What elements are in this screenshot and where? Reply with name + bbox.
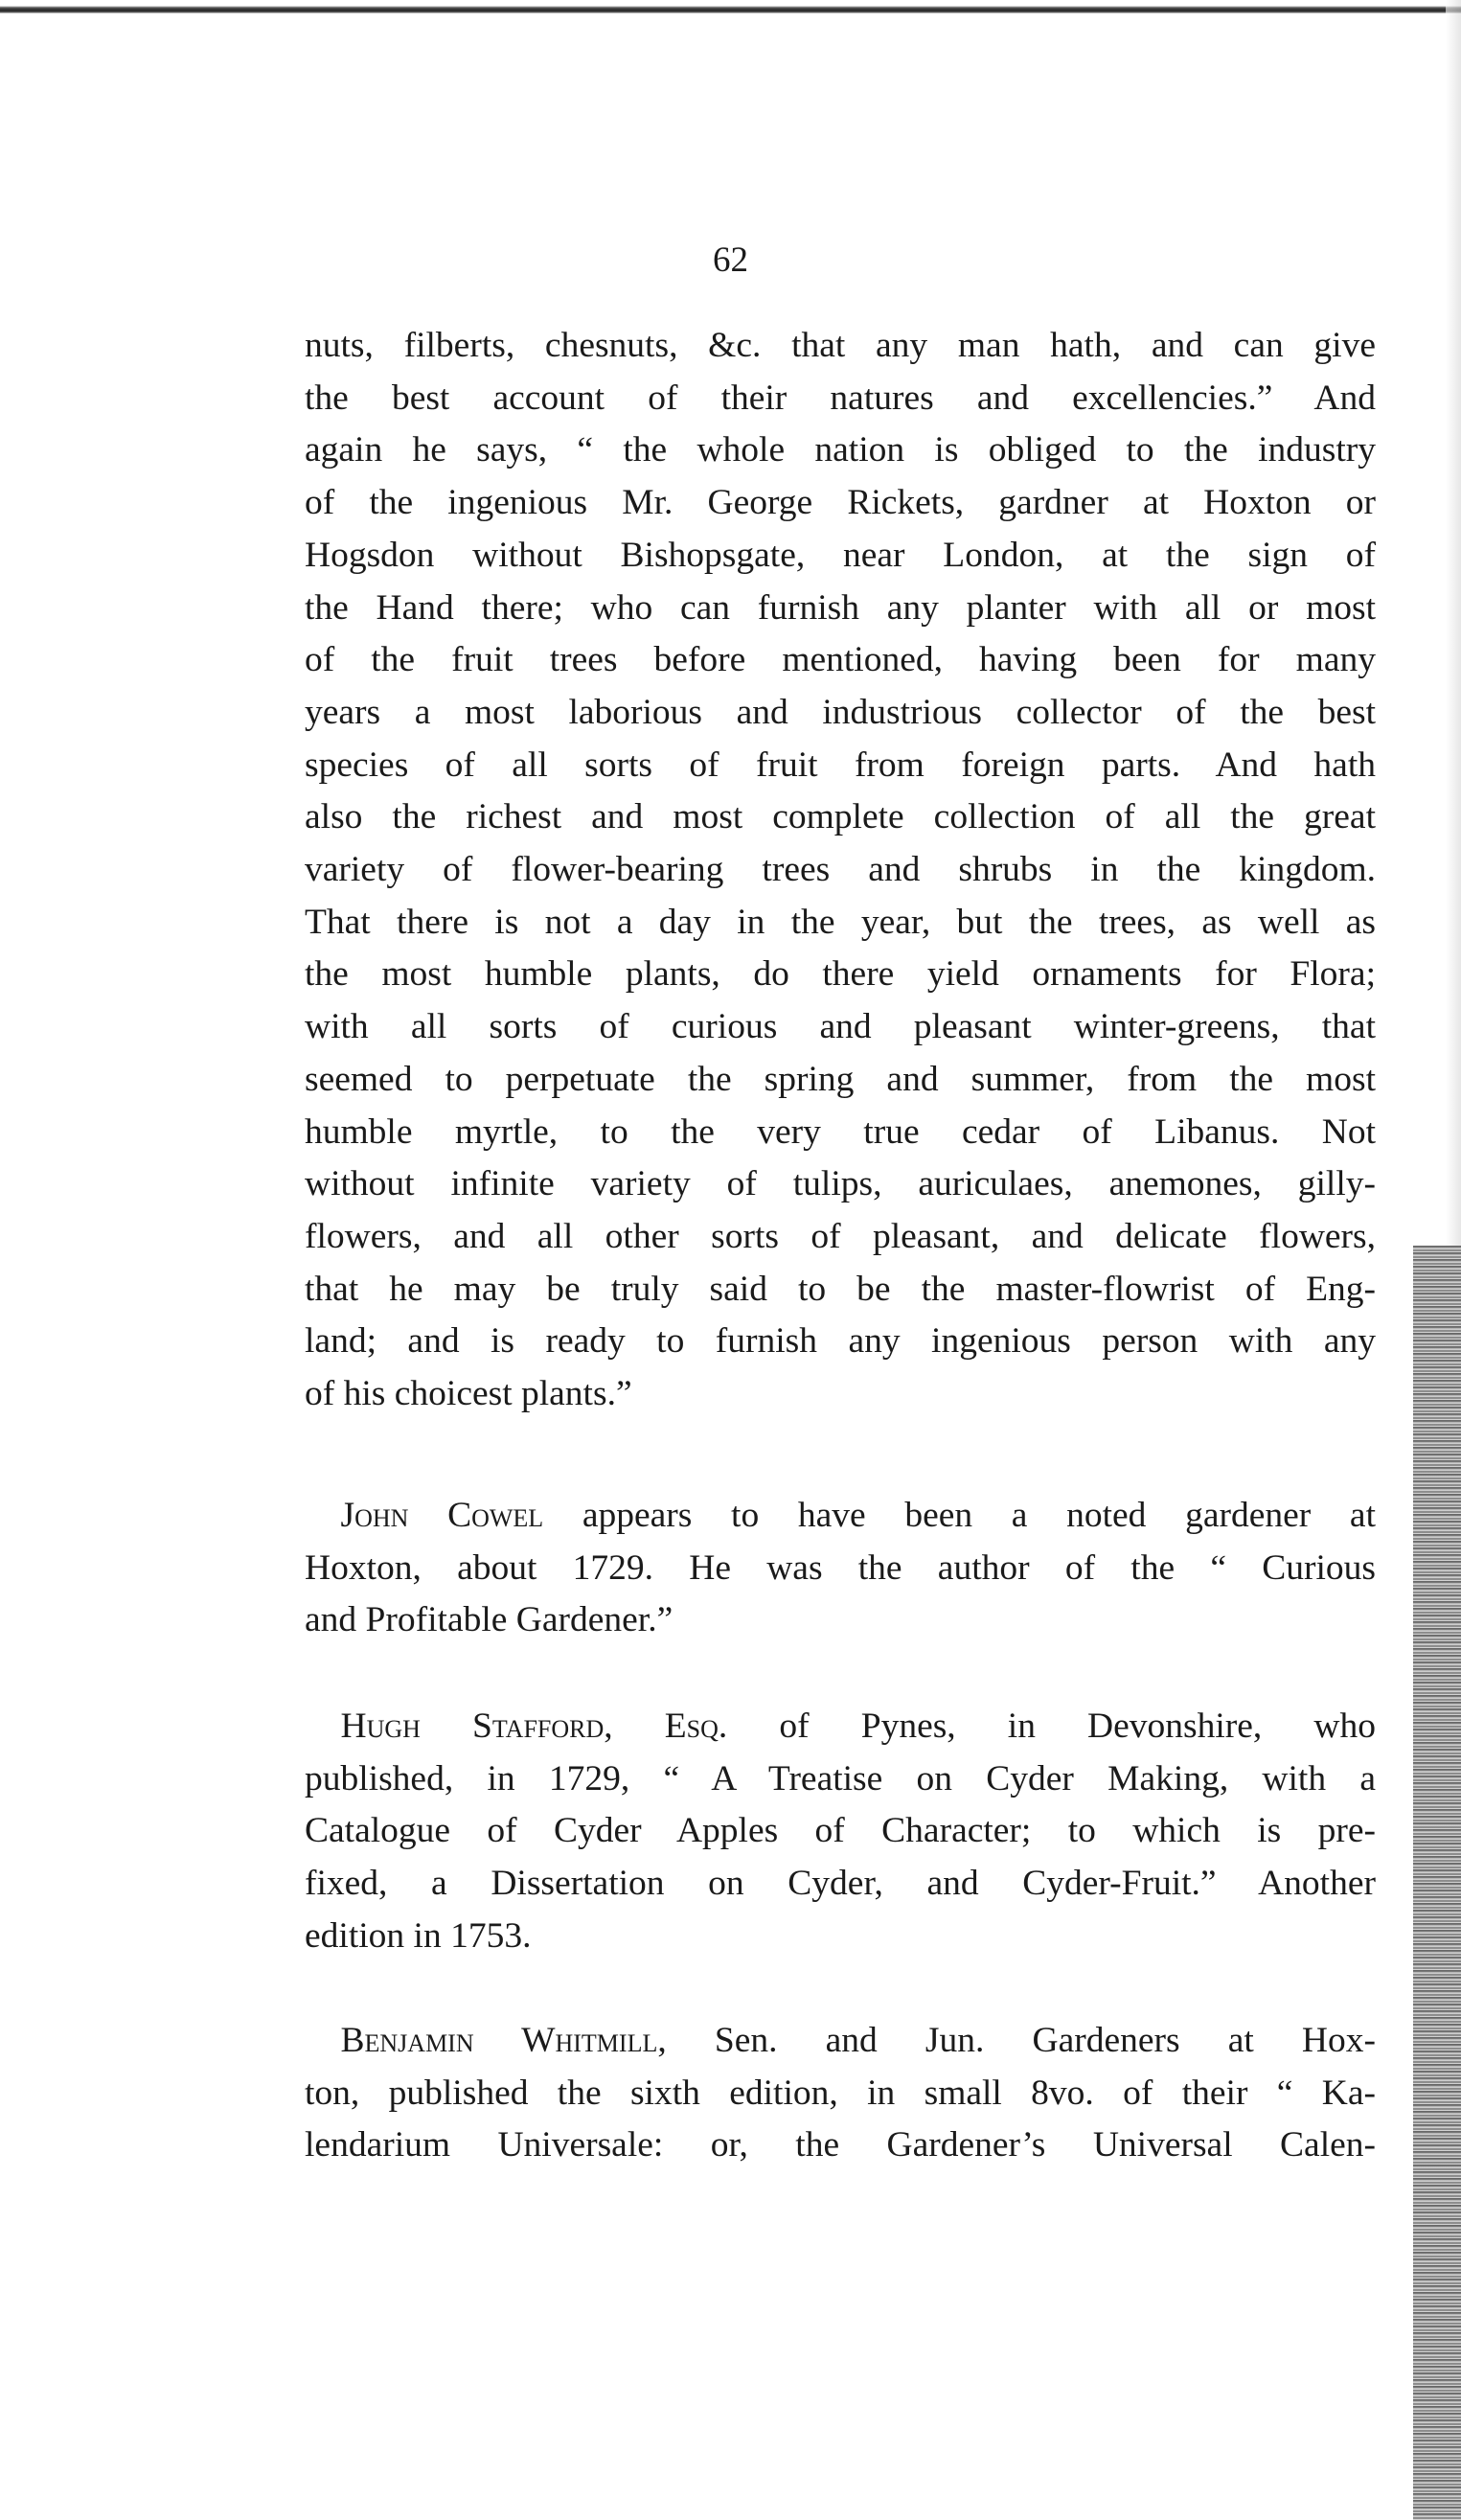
text-line: that he may be truly said to be the master-flowrist of Eng- bbox=[305, 1269, 1376, 1309]
text-line: Hogsdon without Bishopsgate, near London, at the sign of bbox=[305, 535, 1376, 575]
text-line: of the fruit trees before mentioned, having been for many bbox=[305, 640, 1376, 680]
text-line: without infinite variety of tulips, auriculaes, anemones, gilly- bbox=[305, 1164, 1376, 1204]
text-line: Hoxton, about 1729. He was the author of the “ Curious bbox=[305, 1547, 1376, 1588]
entry-name: Hugh Stafford, Esq. bbox=[340, 1707, 728, 1746]
text-line: John Cowel appears to have been a noted gardener at bbox=[340, 1496, 1376, 1535]
text-line: Benjamin Whitmill, Sen. and Jun. Gardeners at Hox- bbox=[340, 2021, 1377, 2060]
paragraph-hugh-stafford bbox=[305, 1701, 1376, 1963]
text-line: variety of flower-bearing trees and shrubs in the kingdom. bbox=[305, 850, 1376, 890]
text-line: the best account of their natures and excellencies.” And bbox=[305, 378, 1376, 418]
text-line: published, in 1729, “ A Treatise on Cyder Making, with a bbox=[305, 1758, 1376, 1798]
text-line: humble myrtle, to the very true cedar of Libanus. Not bbox=[305, 1111, 1376, 1152]
paragraph-benjamin-whitmill bbox=[305, 2015, 1376, 2172]
page-edge-shadow bbox=[1446, 0, 1461, 1246]
text-line: with all sorts of curious and pleasant winter-greens, that bbox=[305, 1007, 1376, 1047]
text-line: ton, published the sixth edition, in small 8vo. of their “ Ka- bbox=[305, 2073, 1376, 2113]
top-edge-rule bbox=[0, 0, 1461, 13]
text-line: of the ingenious Mr. George Rickets, gardner at Hoxton or bbox=[305, 483, 1376, 523]
text-line: Hugh Stafford, Esq. of Pynes, in Devonshire, who bbox=[340, 1707, 1376, 1746]
text-line: the most humble plants, do there yield ornaments for Flora; bbox=[305, 954, 1376, 995]
text-line: of his choicest plants.” bbox=[305, 1374, 632, 1414]
text-line: fixed, a Dissertation on Cyder, and Cyder-Fruit.” Another bbox=[305, 1864, 1376, 1904]
text-line: land; and is ready to furnish any ingenious person with any bbox=[305, 1321, 1376, 1362]
text-line: flowers, and all other sorts of pleasant, and delicate flowers, bbox=[305, 1216, 1376, 1256]
text-line: Catalogue of Cyder Apples of Character; to which is pre- bbox=[305, 1811, 1376, 1851]
text-line: nuts, filberts, chesnuts, &c. that any man hath, and can give bbox=[305, 326, 1376, 365]
paragraph-rickets-quote bbox=[305, 320, 1376, 1421]
text-line: seemed to perpetuate the spring and summer, from the most bbox=[305, 1059, 1376, 1099]
text-line: the Hand there; who can furnish any planter with all or most bbox=[305, 587, 1376, 628]
text-line: and Profitable Gardener.” bbox=[305, 1600, 673, 1640]
text-line: That there is not a day in the year, but the trees, as well as bbox=[305, 902, 1376, 942]
text-line: again he says, “ the whole nation is obliged to the industry bbox=[305, 430, 1376, 470]
text-line: years a most laborious and industrious collector of the best bbox=[305, 692, 1376, 732]
text-line: species of all sorts of fruit from foreign parts. And hath bbox=[305, 745, 1376, 785]
text-line: edition in 1753. bbox=[305, 1915, 532, 1956]
entry-name: Benjamin Whitmill, bbox=[340, 2021, 667, 2060]
entry-name: John Cowel bbox=[340, 1496, 544, 1535]
text-line: lendarium Universale: or, the Gardener’s Universal Calen- bbox=[305, 2125, 1376, 2165]
page-edge-binding bbox=[1413, 1246, 1461, 2520]
page-number: 62 bbox=[713, 241, 748, 280]
paragraph-john-cowel bbox=[305, 1490, 1376, 1647]
text-line: also the richest and most complete collection of all the great bbox=[305, 797, 1376, 837]
